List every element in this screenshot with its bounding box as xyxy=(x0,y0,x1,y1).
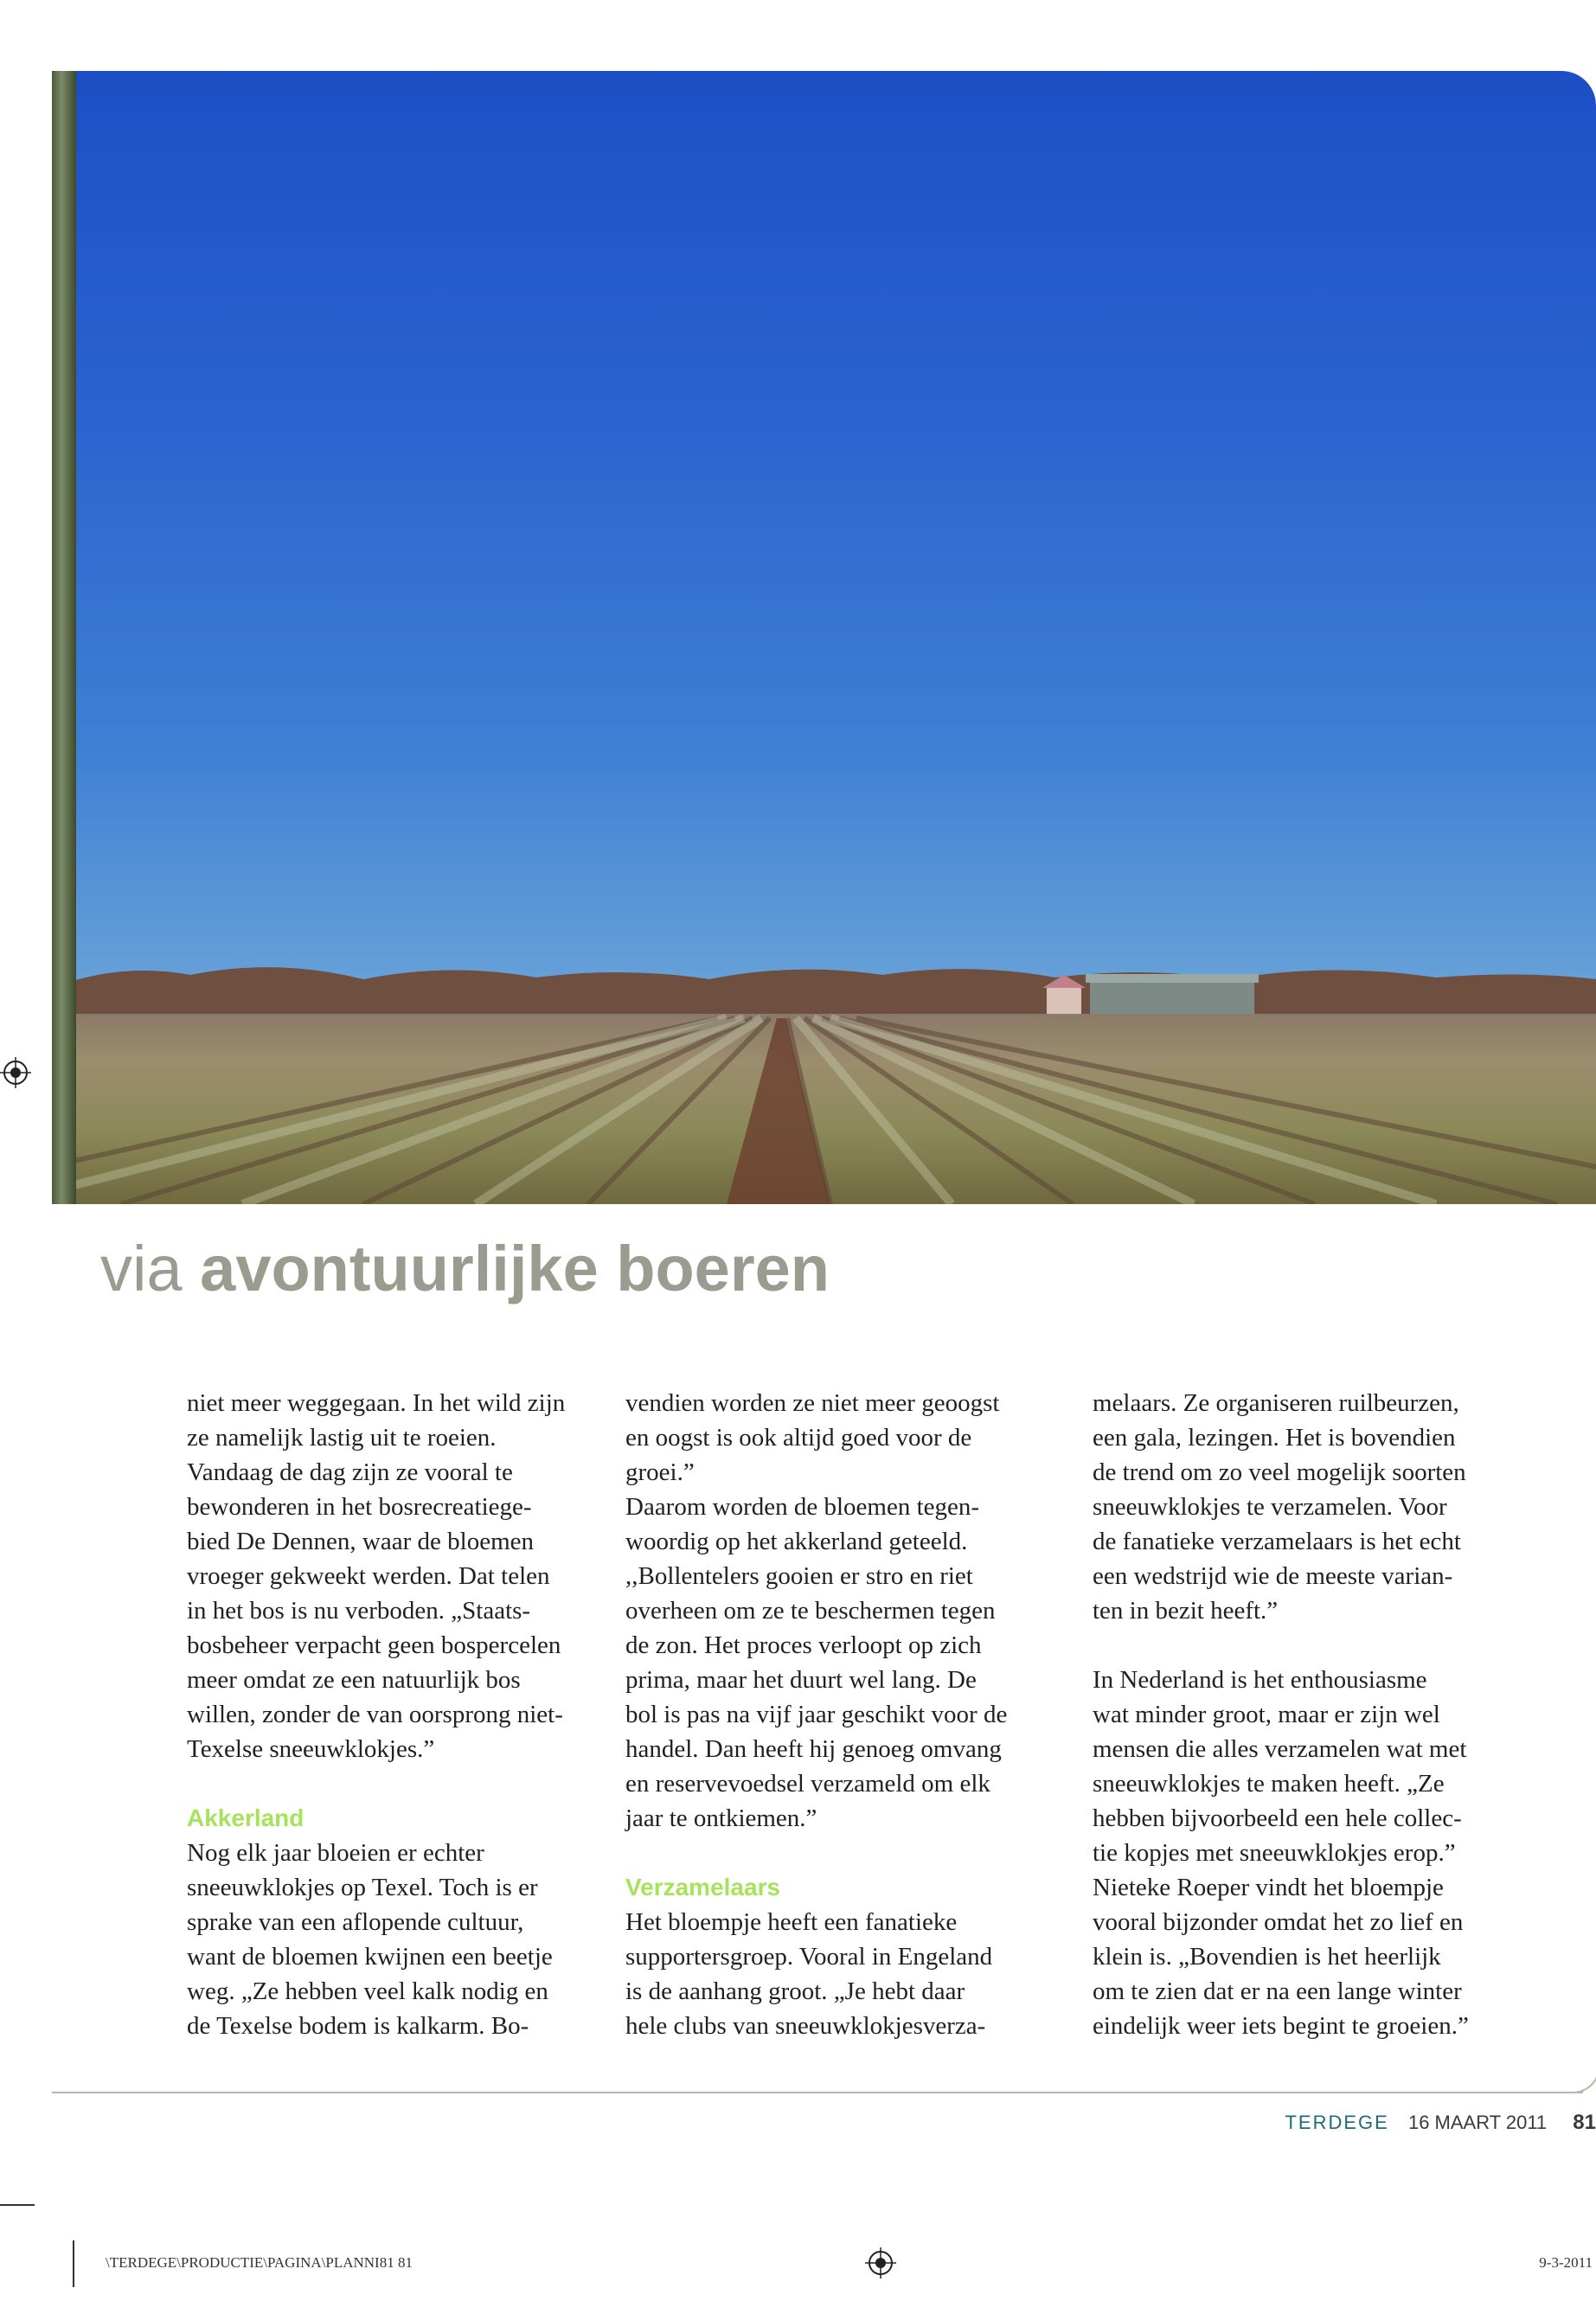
landscape-illustration xyxy=(52,71,1596,1204)
crop-mark-vertical xyxy=(73,2240,74,2287)
footer-rule-corner xyxy=(1548,2066,1596,2093)
column-2-paragraph-1: vendien worden ze niet meer geoogst en oogst is ook altijd goed voor de groei.” Daarom worden de bloemen tegen- woordig op het akkerland geteeld. ,,Bollentelers gooien er stro en riet overheen om ze te beschermen tegen de zon. Het proces verloopt op zich prima, maar het duurt wel lang. De bol is pas na vijf jaar geschikt voor de handel. Dan heeft hij genoeg omvang en reservevoedsel verzameld om elk jaar te ontkiemen.” xyxy=(625,1389,1008,1832)
column-2-paragraph-2: Het bloempje heeft een fanatieke supportersgroep. Vooral in Engeland is de aanhang groot. „Je hebt daar hele clubs van sneeuwklokjesverza- xyxy=(625,1908,993,2040)
column-3-paragraph-2: In Nederland is het enthousiasme wat minder groot, maar er zijn wel mensen die alles verzamelen wat met sneeuwklokjes te maken heeft. „Ze hebben bijvoorbeeld een hele collec- tie kopjes met sneeuwklokjes erop.” Nieteke Roeper vindt het bloempje vooral bijzonder omdat het zo lief en klein is. „Bovendien is het heerlijk om te zien dat er na een lange winter eindelijk weer iets begint te groeien.” xyxy=(1093,1666,1469,2040)
page-footer xyxy=(1285,2111,1596,2135)
tree-trunk-edge xyxy=(52,71,76,1204)
hero-photo-field-landscape xyxy=(52,71,1596,1204)
crop-mark-horizontal xyxy=(0,2204,35,2206)
production-slug-path: \TERDEGE\PRODUCTIE\PAGINA\PLANNI81 81 xyxy=(106,2254,413,2271)
issue-date: 16 MAART 2011 xyxy=(1407,2112,1548,2133)
text-column-2 xyxy=(625,1386,1058,2043)
production-slug-date: 9-3-2011 xyxy=(1539,2254,1593,2271)
farm-house xyxy=(1047,986,1081,1014)
registration-mark-bottom-icon xyxy=(865,2247,896,2279)
subheading-verzamelaars: Verzamelaars xyxy=(625,1874,781,1900)
magazine-name: TERDEGE xyxy=(1285,2112,1389,2133)
page-number: 81 xyxy=(1573,2111,1596,2134)
text-column-1 xyxy=(187,1386,619,2043)
article-title xyxy=(100,1233,830,1304)
column-3-paragraph-1: melaars. Ze organiseren ruilbeurzen, een gala, lezingen. Het is bovendien de trend om zo veel mogelijk soorten sneeuwklokjes te verzamelen. Voor de fanatieke verzamelaars is het echt een wedstrijd wie de meeste varian- ten in bezit heeft.” xyxy=(1093,1389,1466,1625)
subheading-akkerland: Akkerland xyxy=(187,1804,304,1831)
column-1-paragraph-2: Nog elk jaar bloeien er echter sneeuwklokjes op Texel. Toch is er sprake van een aflopende cultuur, want de bloemen kwijnen een beetje weg. „Ze hebben veel kalk nodig en de Texelse bodem is kalkarm. Bo- xyxy=(187,1839,553,2040)
barn-roof xyxy=(1086,974,1259,983)
farm-barn xyxy=(1090,979,1254,1014)
title-light-part: via xyxy=(100,1233,183,1304)
registration-mark-icon xyxy=(0,1057,31,1088)
column-1-paragraph-1: niet meer weggegaan. In het wild zijn ze namelijk lastig uit te roeien. Vandaag de dag zijn ze vooral te bewonderen in het bosrecreatiege- bied De Dennen, waar de bloemen vroeger gekweekt werden. Dat telen in het bos is nu verboden. „Staats- bosbeheer verpacht geen bospercelen meer omdat ze een natuurlijk bos willen, zonder de van oorsprong niet- Texelse sneeuwklokjes.” xyxy=(187,1389,566,1763)
footer-rule xyxy=(52,2092,1583,2093)
text-column-3 xyxy=(1093,1386,1525,2043)
title-bold-part: avontuurlijke boeren xyxy=(200,1233,830,1304)
